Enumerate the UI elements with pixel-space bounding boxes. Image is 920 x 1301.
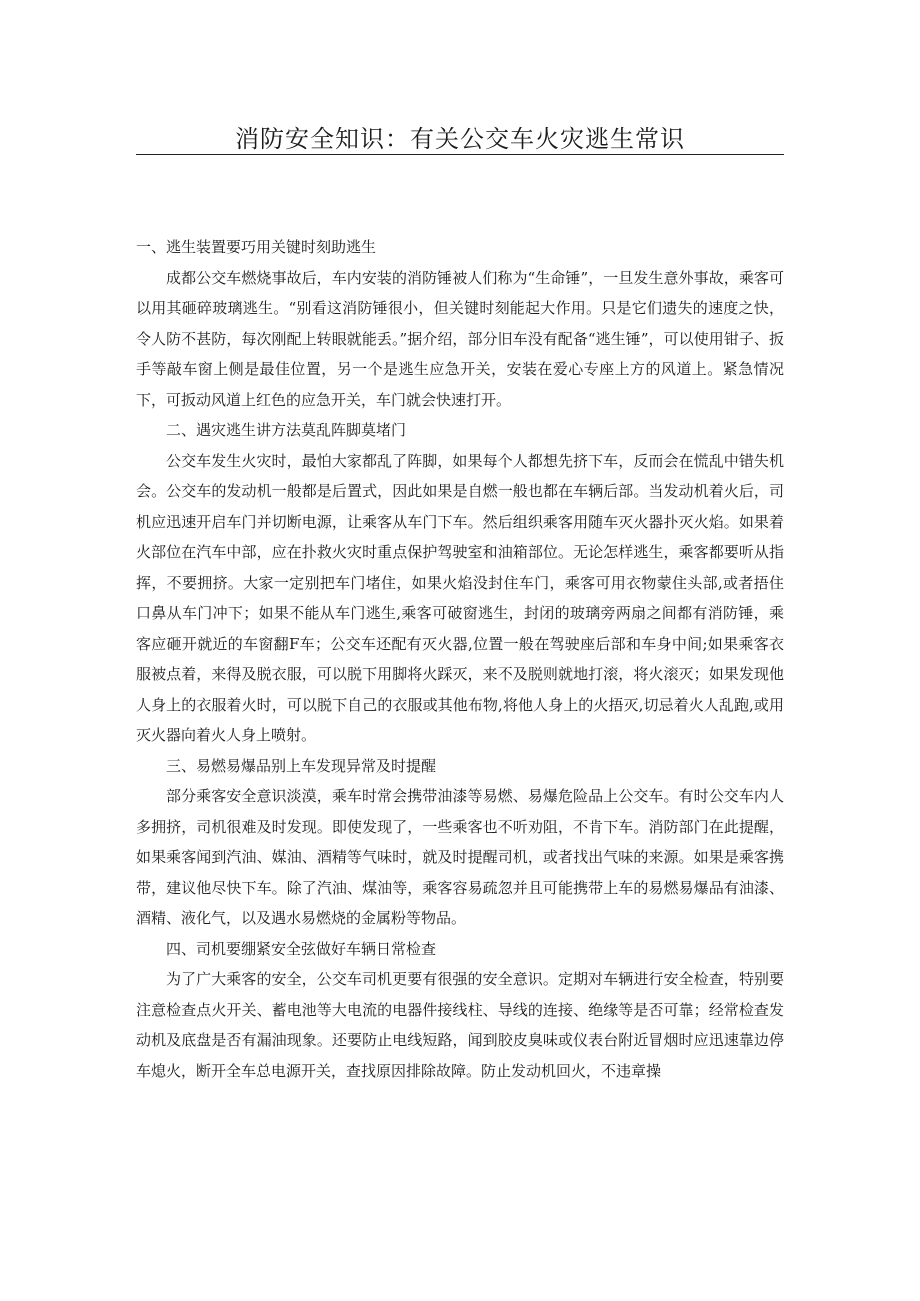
section-paragraph-3: 部分乘客安全意识淡漠，乘车时常会携带油漆等易燃、易爆危险品上公交车。有时公交车内人多拥挤，司机很难及时发现。即使发现了，一些乘客也不听劝阻，不肯下车。消防部门在此提醒，如果乘客闻到汽油、媒油、酒精等气味时，就及时提醒司机，或者找出气味的来源。如果是乘客携带，建议他尽快下车。除了汽油、煤油等，乘客容易疏忽并且可能携带上车的易燃易爆品有油漆、酒精、液化气，以及遇水易燃烧的金属粉等物品。 [136, 787, 784, 927]
section-paragraph-4: 为了广大乘客的安全，公交车司机更要有很强的安全意识。定期对车辆进行安全检查，特别要注意检查点火开关、蓄电池等大电流的电器件接线柱、导线的连接、绝缘等是否可靠；经常检查发动机及底盘是否有漏油现象。还要防止电线短路，闻到胶皮臭味或仪表台附近冒烟时应迅速靠边停车熄火，断开全车总电源开关，查找原因排除故障。防止发动机回火，不违章操 [136, 970, 784, 1080]
section-heading-4: 四、司机要绷紧安全弦做好车辆日常检查 [166, 939, 437, 958]
section-heading-1: 一、逃生装置要巧用关键时刻助逃生 [136, 238, 377, 256]
section-heading-2: 二、遇灾逃生讲方法莫乱阵脚莫堵门 [166, 421, 407, 439]
section-paragraph-1: 成都公交车燃烧事故后，车内安装的消防锤被人们称为“生命锤”，一旦发生意外事故，乘客可以用其砸碎玻璃逃生。“别看这消防锤很小，但关键时刻能起大作用。只是它们遗失的速度之快，令人防不甚防，每次刚配上转眼就能丢。”据介绍，部分旧车没有配备“逃生锤”，可以使用钳子、扳手等敲车窗上侧是最佳位置，另一个是逃生应急开关，安装在爱心专座上方的风道上。紧急情况下，可扳动风道上红色的应急开关，车门就会快速打开。 [136, 268, 784, 409]
title-underline [136, 154, 784, 155]
document-body [136, 232, 784, 1086]
page-title: 消防安全知识：有关公交车火灾逃生常识 [235, 125, 685, 153]
section-heading-3: 三、易燃易爆品别上车发现异常及时提醒 [166, 756, 437, 775]
section-paragraph-2: 公交车发生火灾时，最怕大家都乱了阵脚，如果每个人都想先挤下车，反而会在慌乱中错失机会。公交车的发动机一般都是后置式，因此如果是自燃一般也都在车辆后部。当发动机着火后，司机应迅速开启车门并切断电源，让乘客从车门下车。然后组织乘客用随车灭火器扑灭火焰。如果着火部位在汽车中部，应在扑救火灾时重点保护驾驶室和油箱部位。无论怎样逃生，乘客都要听从指挥，不要拥挤。大家一定别把车门堵住，如果火焰没封住车门，乘客可用衣物蒙住头部,或者捂住口鼻从车门冲下；如果不能从车门逃生,乘客可破窗逃生，封闭的玻璃旁两扇之间都有消防锤，乘客应砸开就近的车窗翻F车；公交车还配有灭火器,位置一般在驾驶座后部和车身中间;如果乘客衣服被点着，来得及脱衣服，可以脱下用脚将火踩灭，来不及脱则就地打滚，将火滚灭；如果发现他人身上的衣服着火时，可以脱下自己的衣服或其他布物,将他人身上的火捂灭,切忌着火人乱跑,或用灭火器向着火人身上喷射。 [136, 451, 784, 744]
